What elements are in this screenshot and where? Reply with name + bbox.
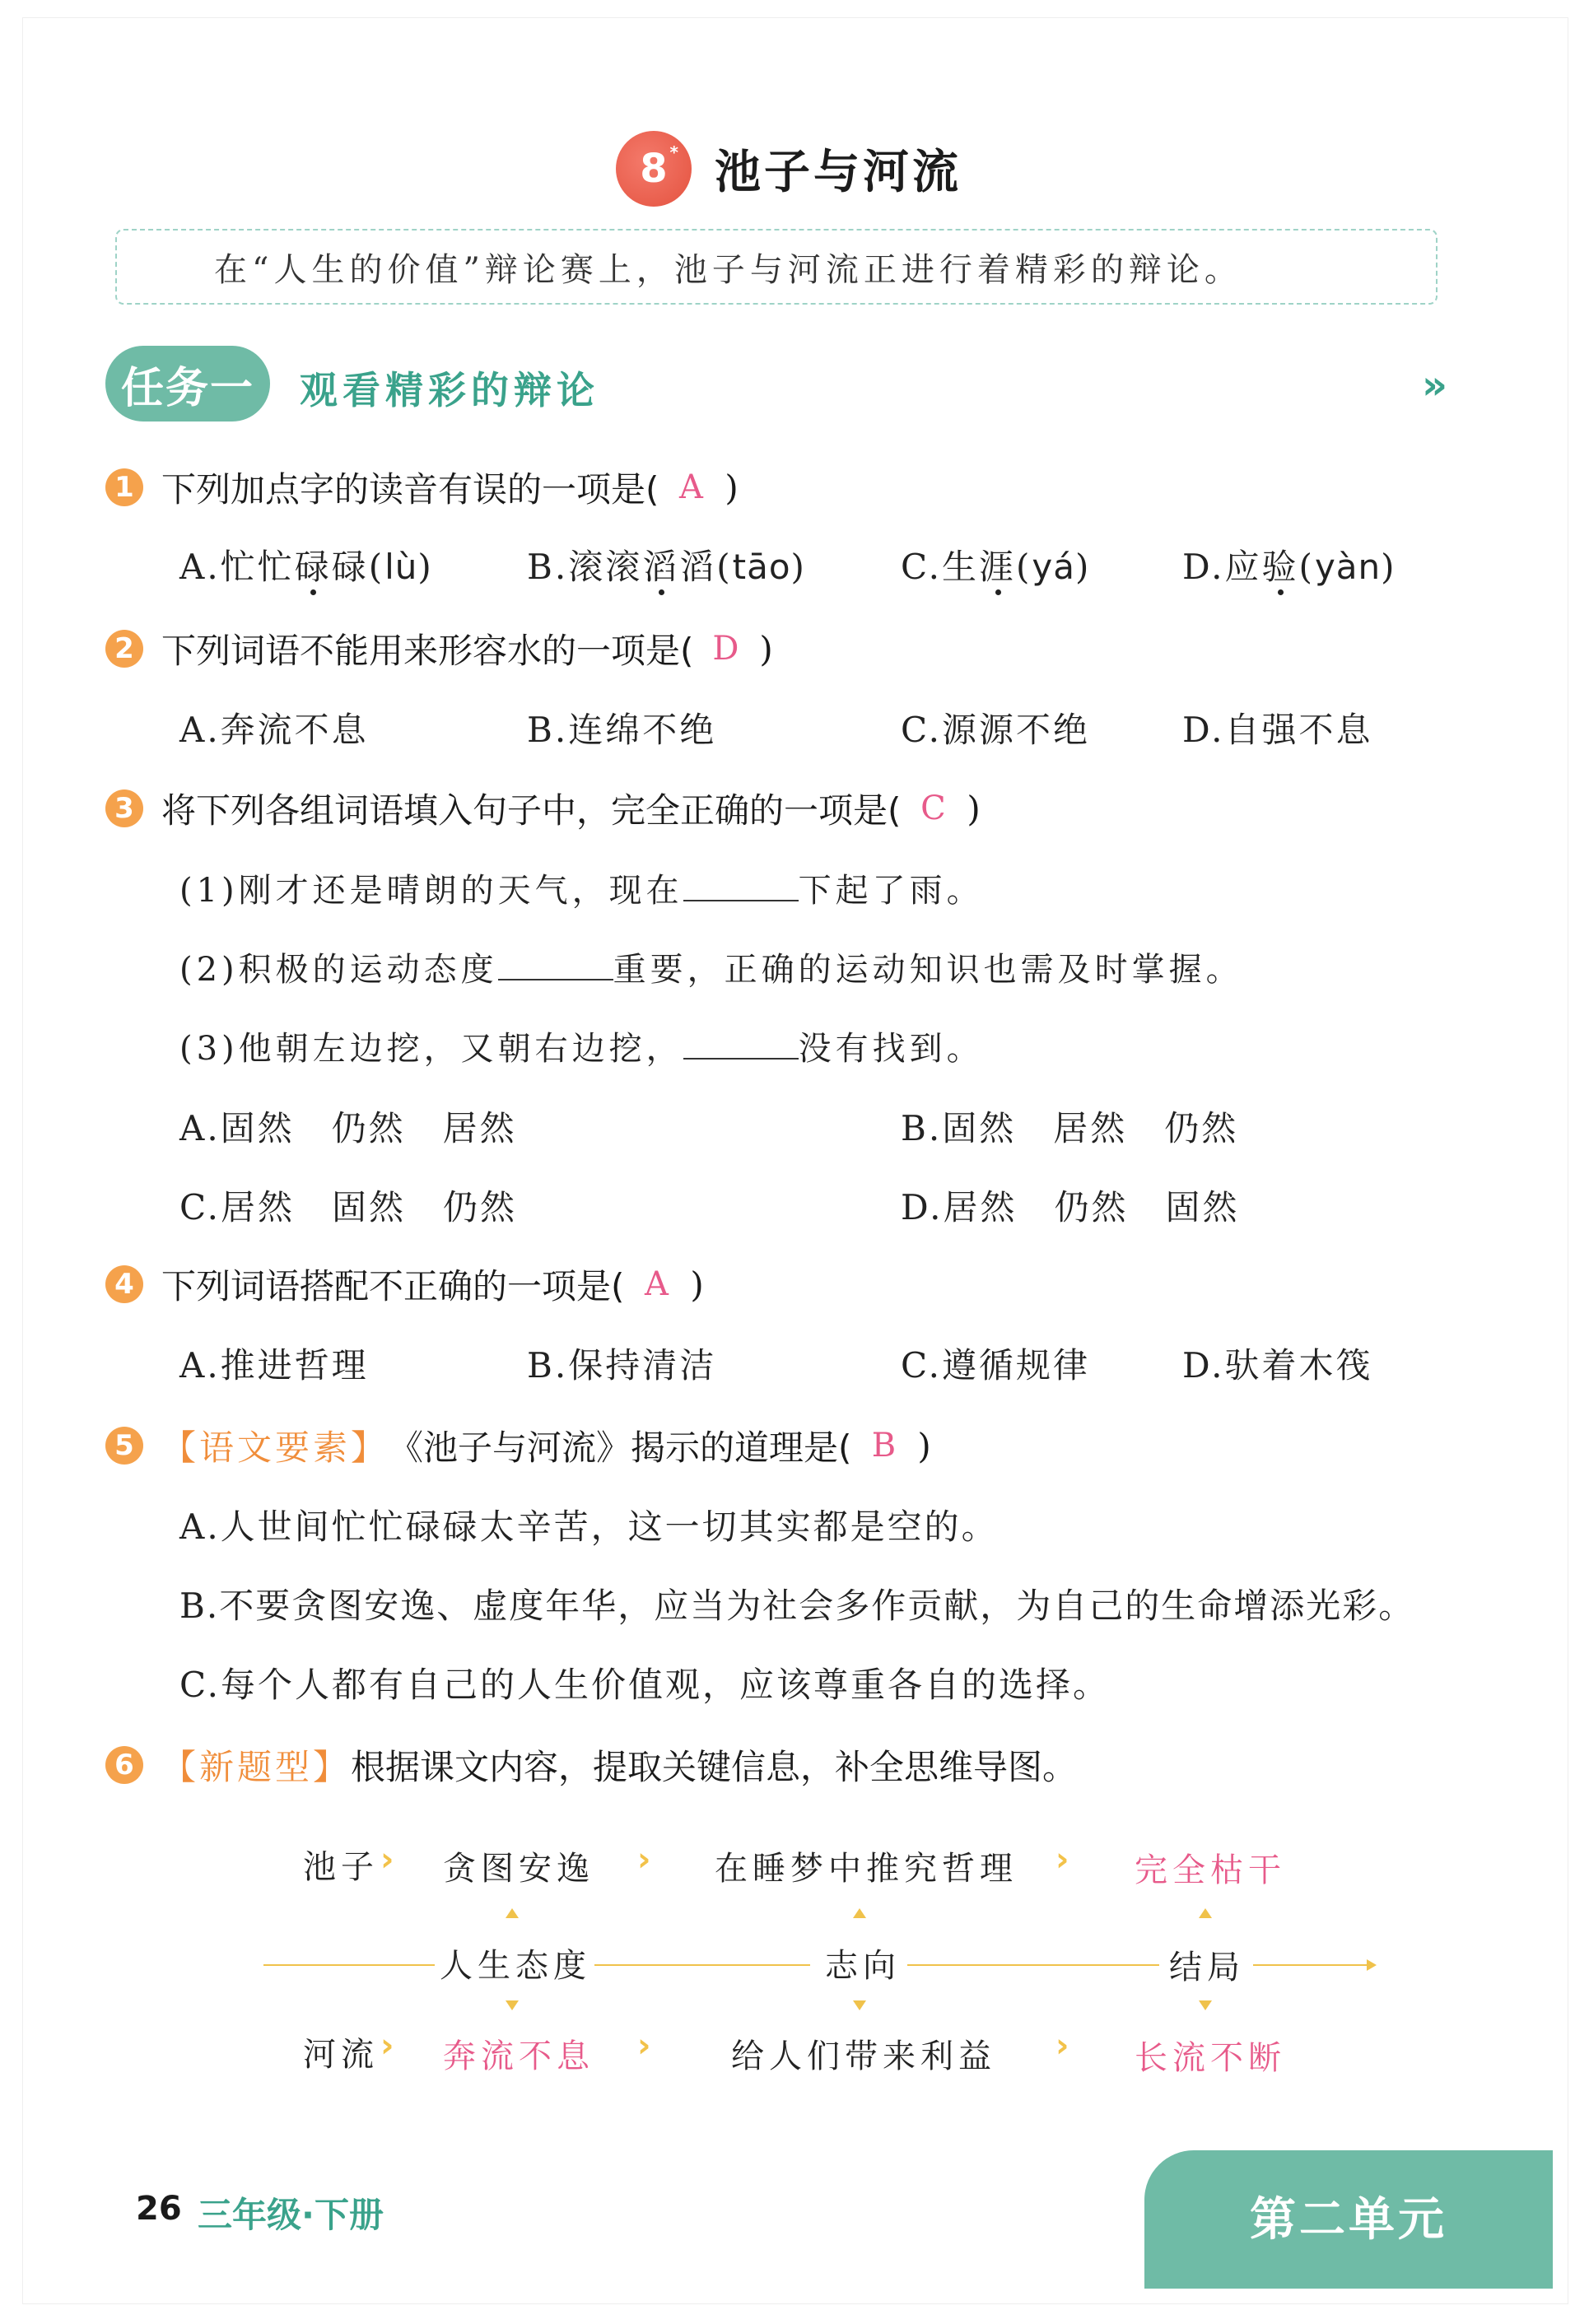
answer: D (712, 630, 739, 668)
mindmap-label-aspiration: 志向 (825, 1947, 901, 1985)
grade-label: 三年级·下册 (198, 2195, 384, 2235)
answer: A (644, 1265, 669, 1303)
chevron-right-icon: › (380, 1841, 394, 1879)
question-number: 6 (105, 1746, 143, 1784)
option-c: C.生涯(yá) (901, 547, 1092, 587)
option-a: A.固然 仍然 居然 (179, 1108, 517, 1148)
mindmap-subject-river: 河流 (303, 2036, 379, 2074)
connector-line (1253, 1964, 1368, 1966)
option-a: A.奔流不息 (179, 710, 369, 750)
blank (498, 952, 613, 980)
question-4: 4 下列词语搭配不正确的一项是( A ) (105, 1260, 704, 1309)
option-d: D.居然 仍然 固然 (901, 1187, 1240, 1227)
option-c: C.遵循规律 (901, 1345, 1090, 1386)
arrow-up-icon (1199, 1908, 1212, 1918)
double-chevron-icon: » (1421, 362, 1447, 408)
chevron-right-icon: › (1055, 1841, 1069, 1879)
connector-line (263, 1964, 435, 1966)
mindmap-subject-pond: 池子 (303, 1848, 379, 1886)
page-number: 26 (136, 2190, 182, 2228)
arrow-up-icon (506, 1908, 519, 1918)
arrow-down-icon (853, 2000, 866, 2010)
question-number: 5 (105, 1427, 143, 1465)
task-label: 任务一 (105, 346, 270, 421)
question-3: 3 将下列各组词语填入句子中，完全正确的一项是( C ) (105, 784, 981, 833)
option-a: A.人世间忙忙碌碌太辛苦，这一切其实都是空的。 (179, 1507, 999, 1547)
question-number: 2 (105, 630, 143, 668)
arrow-right-icon (1367, 1959, 1377, 1971)
lesson-number-badge: 8 * (616, 131, 692, 207)
option-a: A.忙忙碌碌(lù) (179, 547, 434, 587)
mindmap-label-outcome: 结局 (1169, 1949, 1245, 1986)
connector-line (594, 1964, 810, 1966)
arrow-down-icon (1199, 2000, 1212, 2010)
sentence-2: (2)积极的运动态度 重要，正确的运动知识也需及时掌握。 (179, 951, 1243, 989)
task-header (105, 346, 1456, 425)
unit-tab: 第二单元 (1144, 2150, 1553, 2289)
chevron-right-icon: › (637, 1841, 651, 1879)
chevron-right-icon: › (637, 2027, 651, 2065)
option-b: B.不要贪图安逸、虚度年华，应当为社会多作贡献，为自己的生命增添光彩。 (179, 1586, 1415, 1626)
arrow-up-icon (853, 1908, 866, 1918)
blank (683, 1032, 799, 1060)
option-b: B.固然 居然 仍然 (901, 1108, 1239, 1148)
task-title: 观看精彩的辩论 (300, 368, 599, 412)
lesson-title (616, 123, 962, 214)
question-number: 4 (105, 1265, 143, 1303)
option-d: D.应验(yàn) (1182, 547, 1397, 587)
option-a: A.推进哲理 (179, 1345, 369, 1386)
mindmap-aspiration-pond: 在睡梦中推究哲理 (715, 1850, 1018, 1888)
option-b: B.连绵不绝 (527, 710, 717, 750)
question-5: 5 【语文要素】 《池子与河流》揭示的道理是( B ) (105, 1421, 931, 1470)
option-c: C.每个人都有自己的人生价值观，应该尊重各自的选择。 (179, 1665, 1110, 1705)
intro-box: 在“人生的价值”辩论赛上，池子与河流正进行着精彩的辩论。 (115, 229, 1438, 305)
question-6: 6 【新题型】 根据课文内容，提取关键信息，补全思维导图。 (105, 1740, 1077, 1790)
sentence-3: (3)他朝左边挖，又朝右边挖， 没有找到。 (179, 1030, 984, 1068)
chevron-right-icon: › (1055, 2027, 1069, 2065)
mindmap-outcome-river: 长流不断 (1135, 2039, 1286, 2077)
option-c: C.源源不绝 (901, 710, 1090, 750)
mindmap-attitude-river: 奔流不息 (443, 2038, 594, 2075)
answer: B (871, 1427, 897, 1465)
question-number: 1 (105, 468, 143, 506)
arrow-down-icon (506, 2000, 519, 2010)
chevron-right-icon: › (380, 2027, 394, 2065)
option-b: B.滚滚滔滔(tāo) (527, 547, 807, 587)
question-1: 1 下列加点字的读音有误的一项是( A ) (105, 463, 739, 512)
answer: C (920, 789, 946, 827)
mindmap-attitude-pond: 贪图安逸 (443, 1850, 594, 1888)
lesson-name: 池子与河流 (715, 146, 962, 199)
option-b: B.保持清洁 (527, 1345, 717, 1386)
answer: A (678, 468, 703, 506)
connector-line (907, 1964, 1159, 1966)
question-number: 3 (105, 789, 143, 827)
sentence-1: (1)刚才还是晴朗的天气，现在 下起了雨。 (179, 872, 984, 910)
question-tag: 【语文要素】 (161, 1427, 389, 1468)
question-tag: 【新题型】 (161, 1747, 352, 1787)
mindmap-outcome-pond: 完全枯干 (1135, 1851, 1286, 1889)
option-d: D.自强不息 (1182, 710, 1373, 750)
option-c: C.居然 固然 仍然 (179, 1187, 517, 1227)
blank (683, 873, 799, 901)
mindmap-label-attitude: 人生态度 (440, 1947, 591, 1985)
question-2: 2 下列词语不能用来形容水的一项是( D ) (105, 624, 773, 673)
option-d: D.驮着木筏 (1182, 1345, 1373, 1386)
mindmap-aspiration-river: 给人们带来利益 (731, 2038, 996, 2075)
